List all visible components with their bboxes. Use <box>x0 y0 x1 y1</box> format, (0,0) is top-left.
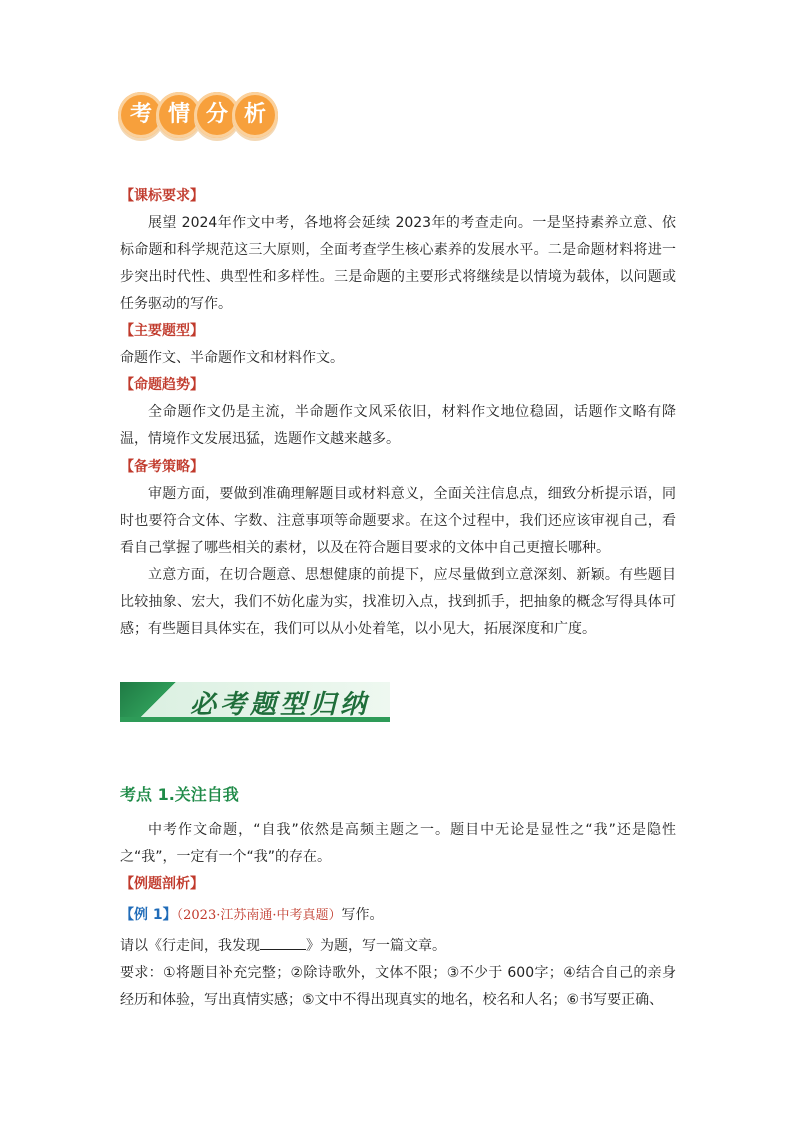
prompt-before: 请以《行走间，我发现 <box>120 938 260 954</box>
kebiao-section <box>120 183 676 318</box>
example-line <box>120 902 676 929</box>
kebiao-label: 【课标要求】 <box>120 188 204 204</box>
qushi-text: 全命题作文仍是主流，半命题作文风采依旧，材料作文地位稳固，话题作文略有降温，情境作文发展迅猛，选题作文越来越多。 <box>120 404 676 447</box>
kaodian-title: 考点 1.关注自我 <box>120 785 239 804</box>
example-prompt <box>120 933 676 960</box>
bikao-tixing-banner <box>120 682 390 722</box>
analysis-label: 【例题剖析】 <box>120 876 204 892</box>
example-task: 写作。 <box>341 907 384 923</box>
banner-triangle <box>120 682 178 717</box>
tixing-label: 【主要题型】 <box>120 323 204 339</box>
celue-label: 【备考策略】 <box>120 459 204 475</box>
banner-char: 考 <box>118 92 164 138</box>
example-label: 【例 1】 <box>120 907 177 923</box>
banner-title: 必考题型归纳 <box>190 690 371 720</box>
kebiao-text: 展望 2024年作文中考，各地将会延续 2023年的考查走向。一是坚持素养立意、依标命题和科学规范这三大原则，全面考查学生核心素养的发展水平。二是命题材料将进一步突出时代性、典型性和多样性。三是命题的主要形式将继续是以情境为载体，以问题或任务驱动的写作。 <box>120 215 676 312</box>
celue-text-2: 立意方面，在切合题意、思想健康的前提下，应尽量做到立意深刻、新颖。有些题目比较抽象、宏大，我们不妨化虚为实，找准切入点，找到抓手，把抽象的概念写得具体可感；有些题目具体实在，我们可以从小处着笔，以小见大，拓展深度和广度。 <box>120 567 676 637</box>
example-source: （2023·江苏南通·中考真题） <box>176 908 342 923</box>
example-requirements: 要求：①将题目补充完整；②除诗歌外，文体不限；③不少于 600字；④结合自己的亲身经历和体验，写出真情实感；⑤文中不得出现真实的地名，校名和人名；⑥书写要正确、 <box>120 965 676 1008</box>
tixing-section <box>120 318 676 372</box>
qushi-label: 【命题趋势】 <box>120 377 204 393</box>
banner-char: 析 <box>232 92 278 138</box>
kaodian-section <box>120 817 676 1014</box>
banner-char: 分 <box>194 92 240 138</box>
celue-text-1: 审题方面，要做到准确理解题目或材料意义，全面关注信息点，细致分析提示语，同时也要符合文体、字数、注意事项等命题要求。在这个过程中，我们还应该审视自己，看看自己掌握了哪些相关的素材，以及在符合题目要求的文体中自己更擅长哪种。 <box>120 486 676 556</box>
qushi-section <box>120 372 676 453</box>
tixing-text: 命题作文、半命题作文和材料作文。 <box>120 350 344 366</box>
title-blank <box>260 935 306 950</box>
kaoqing-fenxi-banner <box>118 92 278 142</box>
celue-section <box>120 454 676 643</box>
prompt-after: 》为题，写一篇文章。 <box>306 938 446 954</box>
banner-char: 情 <box>156 92 202 138</box>
kaodian-intro: 中考作文命题，“自我”依然是高频主题之一。题目中无论是显性之“我”还是隐性之“我”，一定有一个“我”的存在。 <box>120 822 676 865</box>
